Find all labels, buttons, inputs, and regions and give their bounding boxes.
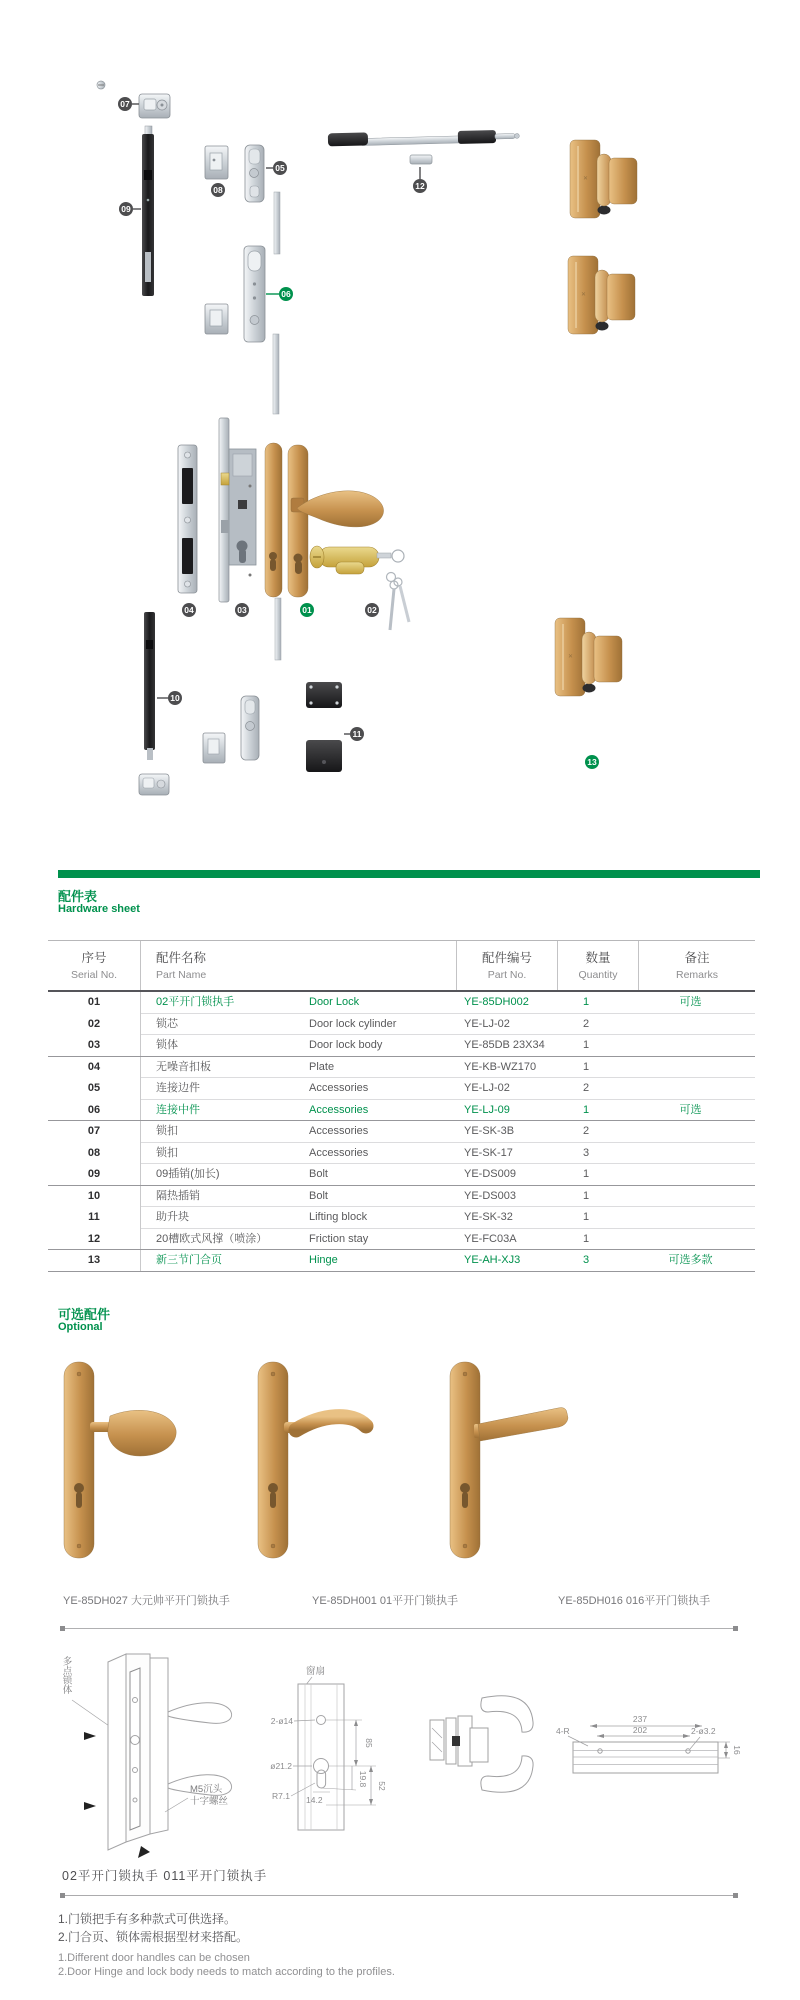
table-row: [48, 1143, 755, 1165]
cell-qty: 2: [582, 1082, 590, 1094]
hinge-illustration-top: [570, 140, 637, 218]
svg-text:237: 237: [632, 1714, 648, 1724]
svg-text:11: 11: [352, 729, 362, 739]
cell-part-name-cn: 锁芯: [156, 1017, 178, 1030]
table-row: [48, 1186, 755, 1208]
part-lifting-block-11: [306, 682, 342, 772]
cell-remark: 可选: [679, 1103, 702, 1116]
cell-qty: 1: [582, 1211, 590, 1223]
cell-part-name-en: Plate: [309, 1060, 335, 1073]
part-friction-stay-12: [328, 128, 520, 147]
cell-part-name-cn: 助升块: [156, 1211, 189, 1223]
rule-end-left: [60, 1626, 65, 1631]
svg-text:03: 03: [237, 605, 247, 615]
col-header-quantity: 数量 Quantity: [557, 941, 638, 990]
cell-serial: 13: [48, 1250, 141, 1272]
part-bolt-rod-09: [142, 126, 154, 296]
cell-qty: 1: [582, 1060, 590, 1073]
cell-part-name-cn: 连接中件: [156, 1103, 200, 1116]
section-divider-band: [58, 870, 760, 878]
callout-07: [118, 97, 139, 111]
svg-text:52: 52: [377, 1781, 387, 1791]
cell-remark: [626, 1143, 755, 1165]
handle-caption-2: YE-85DH001 01平开门锁执手: [312, 1595, 459, 1607]
optional-title-cn: 可选配件: [58, 1307, 111, 1322]
callout-08: [211, 183, 225, 197]
table-row: [48, 1250, 755, 1272]
svg-text:16: 16: [732, 1745, 742, 1755]
cell-part-no: YE-LJ-09: [464, 1103, 510, 1116]
svg-text:07: 07: [120, 99, 130, 109]
cell-remark: [626, 1186, 755, 1208]
cell-qty: 1: [582, 1039, 590, 1051]
table-row: [48, 992, 755, 1014]
cell-part-no: YE-DS009: [464, 1168, 516, 1180]
callout-01: [300, 603, 314, 617]
cell-part-name-en: Accessories: [309, 1082, 369, 1094]
drawing-profile-dimensions: [270, 1665, 387, 1830]
note-en-1: 1.Different door handles can be chosen: [58, 1952, 250, 1964]
cell-part-name-en: Accessories: [309, 1146, 369, 1159]
svg-text:05: 05: [275, 163, 285, 173]
rule-end-right: [733, 1893, 738, 1898]
svg-text:ø21.2: ø21.2: [270, 1761, 292, 1771]
cell-qty: 1: [582, 1168, 590, 1180]
svg-text:2-ø14: 2-ø14: [270, 1716, 293, 1726]
cell-part-no: YE-FC03A: [464, 1232, 517, 1245]
cell-qty: 3: [582, 1146, 590, 1159]
drawing-handle-cross-section: [430, 1696, 533, 1793]
cell-part-name-cn: 09插销(加长): [156, 1168, 220, 1180]
svg-text:06: 06: [281, 289, 291, 299]
part-lock-cylinder-02: [310, 546, 409, 630]
col-header-part-name: 配件名称 Part Name: [156, 951, 207, 981]
cell-part-name-cn: 新三节门合页: [156, 1254, 222, 1266]
table-row: [48, 1207, 755, 1229]
cell-qty: 1: [582, 1189, 590, 1202]
part-striker-plate-04: [178, 445, 197, 593]
part-lock-keeper-07: [139, 94, 170, 118]
cell-part-name-en: Door Lock: [309, 996, 360, 1008]
cell-remark: [626, 1207, 755, 1229]
cell-part-no: YE-SK-32: [464, 1211, 513, 1223]
callout-11: [344, 727, 364, 741]
cell-part-name-en: Bolt: [309, 1168, 328, 1180]
cell-serial: 10: [48, 1186, 141, 1208]
cell-part-name-cn: 锁体: [156, 1039, 178, 1051]
cell-serial: 09: [48, 1164, 141, 1186]
table-row: [48, 1100, 755, 1122]
cell-serial: 04: [48, 1057, 141, 1079]
part-door-handle-set-01: [265, 443, 384, 597]
cell-part-no: YE-SK-17: [464, 1146, 513, 1159]
cell-remark: [626, 1164, 755, 1186]
callout-03: [235, 603, 249, 617]
cell-serial: 11: [48, 1207, 141, 1229]
hardware-sheet-table: [48, 940, 755, 1272]
cell-serial: 01: [48, 992, 141, 1014]
cell-remark: [626, 1121, 755, 1143]
part-connector-rod: [275, 598, 281, 660]
cell-qty: 1: [582, 1232, 590, 1245]
svg-text:13: 13: [587, 757, 597, 767]
svg-text:04: 04: [184, 605, 194, 615]
cell-qty: 2: [582, 1017, 590, 1030]
cell-part-name-en: Lifting block: [309, 1211, 368, 1223]
cell-part-name-en: Door lock body: [309, 1039, 383, 1051]
cell-remark: 可选多款: [668, 1254, 713, 1266]
cell-remark: [626, 1035, 755, 1057]
cell-qty: 2: [582, 1125, 590, 1137]
svg-text:M5沉头: M5沉头: [190, 1784, 223, 1795]
part-stay-bracket: [410, 155, 432, 164]
handle-ye-85dh016-illustration: [450, 1362, 568, 1558]
table-row: [48, 1164, 755, 1186]
svg-text:14.2: 14.2: [306, 1795, 323, 1805]
cell-part-name-en: Hinge: [309, 1254, 338, 1266]
cell-qty: 1: [582, 996, 590, 1008]
part-keeper-small: [203, 733, 225, 763]
cell-part-no: YE-DS003: [464, 1189, 516, 1202]
cell-part-no: YE-SK-3B: [464, 1125, 515, 1137]
cell-part-no: YE-LJ-02: [464, 1082, 510, 1094]
svg-text:12: 12: [415, 181, 425, 191]
cell-part-no: YE-85DH002: [464, 996, 529, 1008]
cell-remark: [626, 1057, 755, 1079]
table-row: [48, 1057, 755, 1079]
cell-serial: 12: [48, 1229, 141, 1251]
svg-text:R7.1: R7.1: [272, 1791, 290, 1801]
svg-text:85: 85: [364, 1738, 374, 1748]
cell-remark: [626, 1014, 755, 1036]
callout-05: [266, 161, 287, 175]
table-row: [48, 1078, 755, 1100]
cell-part-name-en: Accessories: [309, 1103, 369, 1116]
hinge-illustration-middle: [568, 256, 635, 334]
svg-text:08: 08: [213, 185, 223, 195]
part-keeper-plate-bottom: [139, 774, 169, 795]
cell-remark: [626, 1078, 755, 1100]
cell-part-no: YE-LJ-02: [464, 1017, 510, 1030]
rule-end-right: [733, 1626, 738, 1631]
callout-09: [119, 202, 141, 216]
drawing-backplate-dimensions: [556, 1714, 742, 1773]
svg-text:02: 02: [367, 605, 377, 615]
callout-06: [266, 287, 293, 301]
note-en-2: 2.Door Hinge and lock body needs to match according to the profiles.: [58, 1966, 395, 1978]
part-bolt-rod-10: [144, 612, 155, 760]
technical-drawings: [0, 1620, 800, 1870]
hinge-illustration-bottom: [555, 618, 622, 696]
table-row: [48, 1121, 755, 1143]
svg-text:10: 10: [170, 693, 180, 703]
optional-handles-illustrations: [0, 1352, 800, 1587]
svg-text:09: 09: [121, 204, 131, 214]
part-latch-piece: [241, 696, 259, 760]
col-header-part-no: 配件编号 Part No.: [456, 941, 557, 990]
svg-text:多点锁体: 多点锁体: [60, 1656, 72, 1694]
svg-text:窗扇: 窗扇: [306, 1666, 326, 1677]
cell-part-name-cn: 隔热插销: [156, 1189, 200, 1202]
note-cn-1: 1.门锁把手有多种款式可供选择。: [58, 1912, 237, 1926]
cell-serial: 08: [48, 1143, 141, 1165]
callout-13: [585, 755, 599, 769]
part-middle-connector-06: [205, 192, 280, 414]
cell-part-name-cn: 02平开门锁执手: [156, 996, 235, 1008]
cell-qty: 3: [582, 1254, 590, 1266]
cell-part-name-en: Bolt: [309, 1189, 328, 1202]
table-row: [48, 1014, 755, 1036]
cell-part-name-en: Accessories: [309, 1125, 369, 1137]
handle-caption-3: YE-85DH016 016平开门锁执手: [558, 1595, 711, 1607]
screw-icon: [97, 81, 105, 89]
cell-part-no: YE-85DB 23X34: [464, 1039, 545, 1051]
svg-text:202: 202: [632, 1725, 648, 1735]
table-header-row: [48, 941, 755, 992]
cell-remark: [626, 1229, 755, 1251]
cell-part-name-en: Door lock cylinder: [309, 1017, 397, 1030]
part-edge-connector-05: [245, 145, 264, 202]
cell-part-name-cn: 锁扣: [156, 1146, 178, 1159]
svg-text:4-R: 4-R: [556, 1726, 570, 1736]
callout-12: [413, 167, 427, 193]
part-keeper-08: [205, 146, 228, 179]
col-header-serial: 序号 Serial No.: [48, 941, 141, 990]
cell-serial: 03: [48, 1035, 141, 1057]
svg-text:19.8: 19.8: [358, 1770, 368, 1788]
svg-text:十字螺丝: 十字螺丝: [190, 1796, 229, 1807]
drawings-caption: 02平开门锁执手 011平开门锁执手: [62, 1869, 268, 1883]
cell-qty: 1: [582, 1103, 590, 1116]
bottom-rule: [65, 1895, 733, 1896]
exploded-hardware-diagram: ✕ 07 09 08 05 06 12 04 03 01 02 10 11 13: [0, 0, 800, 820]
table-row: [48, 1229, 755, 1251]
cell-remark: 可选: [679, 996, 702, 1008]
callout-02: [365, 603, 379, 617]
cell-part-no: YE-AH-XJ3: [464, 1254, 521, 1266]
handle-caption-1: YE-85DH027 大元帅平开门锁执手: [63, 1595, 230, 1607]
cell-serial: 02: [48, 1014, 141, 1036]
cell-part-name-cn: 锁扣: [156, 1125, 178, 1137]
hardware-sheet-title-cn: 配件表: [58, 889, 98, 904]
col-header-remarks: 备注 Remarks: [638, 941, 755, 990]
callout-04: [182, 603, 196, 617]
note-cn-2: 2.门合页、锁体需根据型材来搭配。: [58, 1930, 249, 1944]
cell-part-name-cn: 连接边件: [156, 1082, 200, 1094]
cell-part-no: YE-KB-WZ170: [464, 1060, 537, 1073]
cell-part-name-en: Friction stay: [309, 1232, 369, 1245]
part-lock-body-03: [219, 418, 256, 602]
cell-part-name-cn: 无噪音扣板: [156, 1060, 211, 1073]
callout-10: [157, 691, 182, 705]
table-row: [48, 1035, 755, 1057]
svg-text:01: 01: [302, 605, 312, 615]
handle-ye-85dh001-illustration: [258, 1362, 366, 1558]
cell-serial: 07: [48, 1121, 141, 1143]
handle-ye-85dh027-illustration: [64, 1362, 176, 1558]
cell-serial: 05: [48, 1078, 141, 1100]
svg-text:2-ø3.2: 2-ø3.2: [691, 1726, 716, 1736]
cell-serial: 06: [48, 1100, 141, 1122]
cell-part-name-cn: 20槽欧式风撑（喷涂）: [156, 1232, 268, 1245]
drawing-multipoint-lock: [61, 1654, 232, 1858]
optional-title-en: Optional: [58, 1321, 103, 1333]
hardware-sheet-title-en: Hardware sheet: [58, 903, 140, 915]
